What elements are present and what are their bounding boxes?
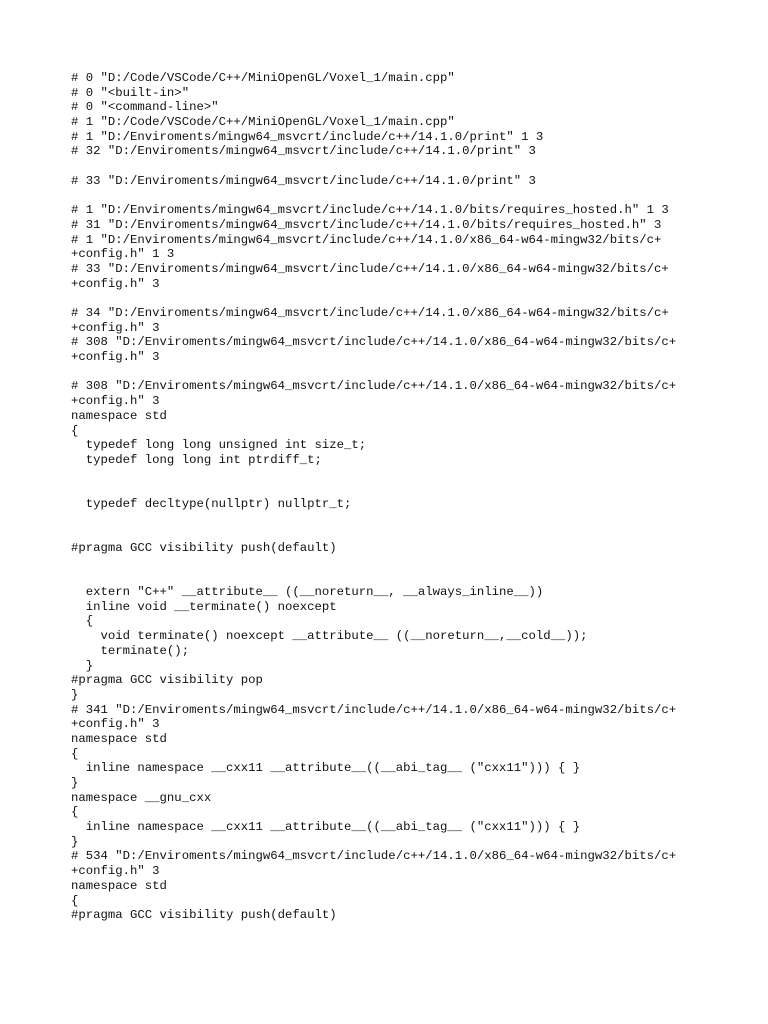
code-line: +config.h" 3 (71, 320, 160, 335)
blank-line (71, 159, 731, 174)
code-line: } (71, 658, 94, 673)
code-line: +config.h" 1 3 (71, 247, 175, 262)
code-line: # 32 "D:/Enviroments/mingw64_msvcrt/include/c++/14.1.0/print" 3 (71, 144, 536, 159)
code-line: namespace std (71, 878, 167, 893)
code-line: #pragma GCC visibility push(default) (71, 541, 337, 555)
code-line: # 1 "D:/Code/VSCode/C++/MiniOpenGL/Voxel_1/main.cpp" (71, 115, 455, 130)
code-line: # 308 "D:/Enviroments/mingw64_msvcrt/include/c++/14.1.0/x86_64-w64-mingw32/bits/c+ (71, 379, 677, 394)
code-line: # 534 "D:/Enviroments/mingw64_msvcrt/include/c++/14.1.0/x86_64-w64-mingw32/bits/c+ (71, 849, 677, 864)
code-line: +config.h" 3 (71, 276, 160, 291)
code-line: namespace std (71, 731, 167, 746)
code-line: # 1 "D:/Enviroments/mingw64_msvcrt/include/c++/14.1.0/bits/requires_hosted.h" 1 3 (71, 203, 669, 218)
code-line: } (71, 834, 79, 849)
code-line: typedef decltype(nullptr) nullptr_t; (71, 496, 352, 511)
code-line: # 34 "D:/Enviroments/mingw64_msvcrt/include/c++/14.1.0/x86_64-w64-mingw32/bits/c+ (71, 306, 669, 320)
code-line: # 341 "D:/Enviroments/mingw64_msvcrt/include/c++/14.1.0/x86_64-w64-mingw32/bits/c+ (71, 702, 677, 717)
code-line: } (71, 687, 79, 702)
blank-line (71, 365, 731, 380)
code-line: { (71, 746, 79, 761)
blank-line (71, 526, 731, 541)
code-line: inline namespace __cxx11 __attribute__((__abi_tag__ ("cxx11"))) { } (71, 761, 581, 776)
blank-line (71, 189, 731, 204)
code-line: # 31 "D:/Enviroments/mingw64_msvcrt/include/c++/14.1.0/bits/requires_hosted.h" 3 (71, 217, 662, 232)
code-line: void terminate() noexcept __attribute__ ((__noreturn__,__cold__)); (71, 629, 588, 644)
code-line: terminate(); (71, 643, 190, 658)
code-line: { (71, 893, 79, 908)
preprocessed-source-listing (71, 71, 731, 923)
code-line: inline void __terminate() noexcept (71, 599, 337, 614)
code-line: #pragma GCC visibility push(default) (71, 908, 337, 923)
code-line: +config.h" 3 (71, 864, 160, 879)
code-line: +config.h" 3 (71, 350, 160, 365)
code-line: inline namespace __cxx11 __attribute__((__abi_tag__ ("cxx11"))) { } (71, 820, 581, 835)
code-line: #pragma GCC visibility pop (71, 673, 263, 688)
code-line: # 1 "D:/Enviroments/mingw64_msvcrt/include/c++/14.1.0/print" 1 3 (71, 129, 544, 144)
code-line: # 0 "D:/Code/VSCode/C++/MiniOpenGL/Voxel_1/main.cpp" (71, 71, 455, 85)
code-line: namespace __gnu_cxx (71, 790, 212, 805)
code-line: typedef long long int ptrdiff_t; (71, 452, 322, 467)
code-line: # 0 "<command-line>" (71, 100, 219, 115)
code-line: +config.h" 3 (71, 717, 160, 732)
code-line: { (71, 614, 94, 629)
code-line: # 33 "D:/Enviroments/mingw64_msvcrt/include/c++/14.1.0/x86_64-w64-mingw32/bits/c+ (71, 261, 669, 276)
blank-line (71, 468, 731, 483)
code-line: { (71, 423, 79, 438)
code-line: # 308 "D:/Enviroments/mingw64_msvcrt/include/c++/14.1.0/x86_64-w64-mingw32/bits/c+ (71, 335, 677, 350)
code-line: # 1 "D:/Enviroments/mingw64_msvcrt/include/c++/14.1.0/x86_64-w64-mingw32/bits/c+ (71, 232, 662, 247)
blank-line (71, 556, 731, 571)
code-line: # 33 "D:/Enviroments/mingw64_msvcrt/include/c++/14.1.0/print" 3 (71, 173, 536, 188)
blank-line (71, 570, 731, 585)
code-line: typedef long long unsigned int size_t; (71, 438, 367, 453)
blank-line (71, 291, 731, 306)
code-line: +config.h" 3 (71, 394, 160, 409)
blank-line (71, 482, 731, 497)
blank-line (71, 512, 731, 527)
code-line: # 0 "<built-in>" (71, 85, 190, 100)
code-line: namespace std (71, 408, 167, 423)
code-line: extern "C++" __attribute__ ((__noreturn__, __always_inline__)) (71, 585, 544, 600)
code-line: } (71, 776, 79, 790)
code-line: { (71, 805, 79, 820)
